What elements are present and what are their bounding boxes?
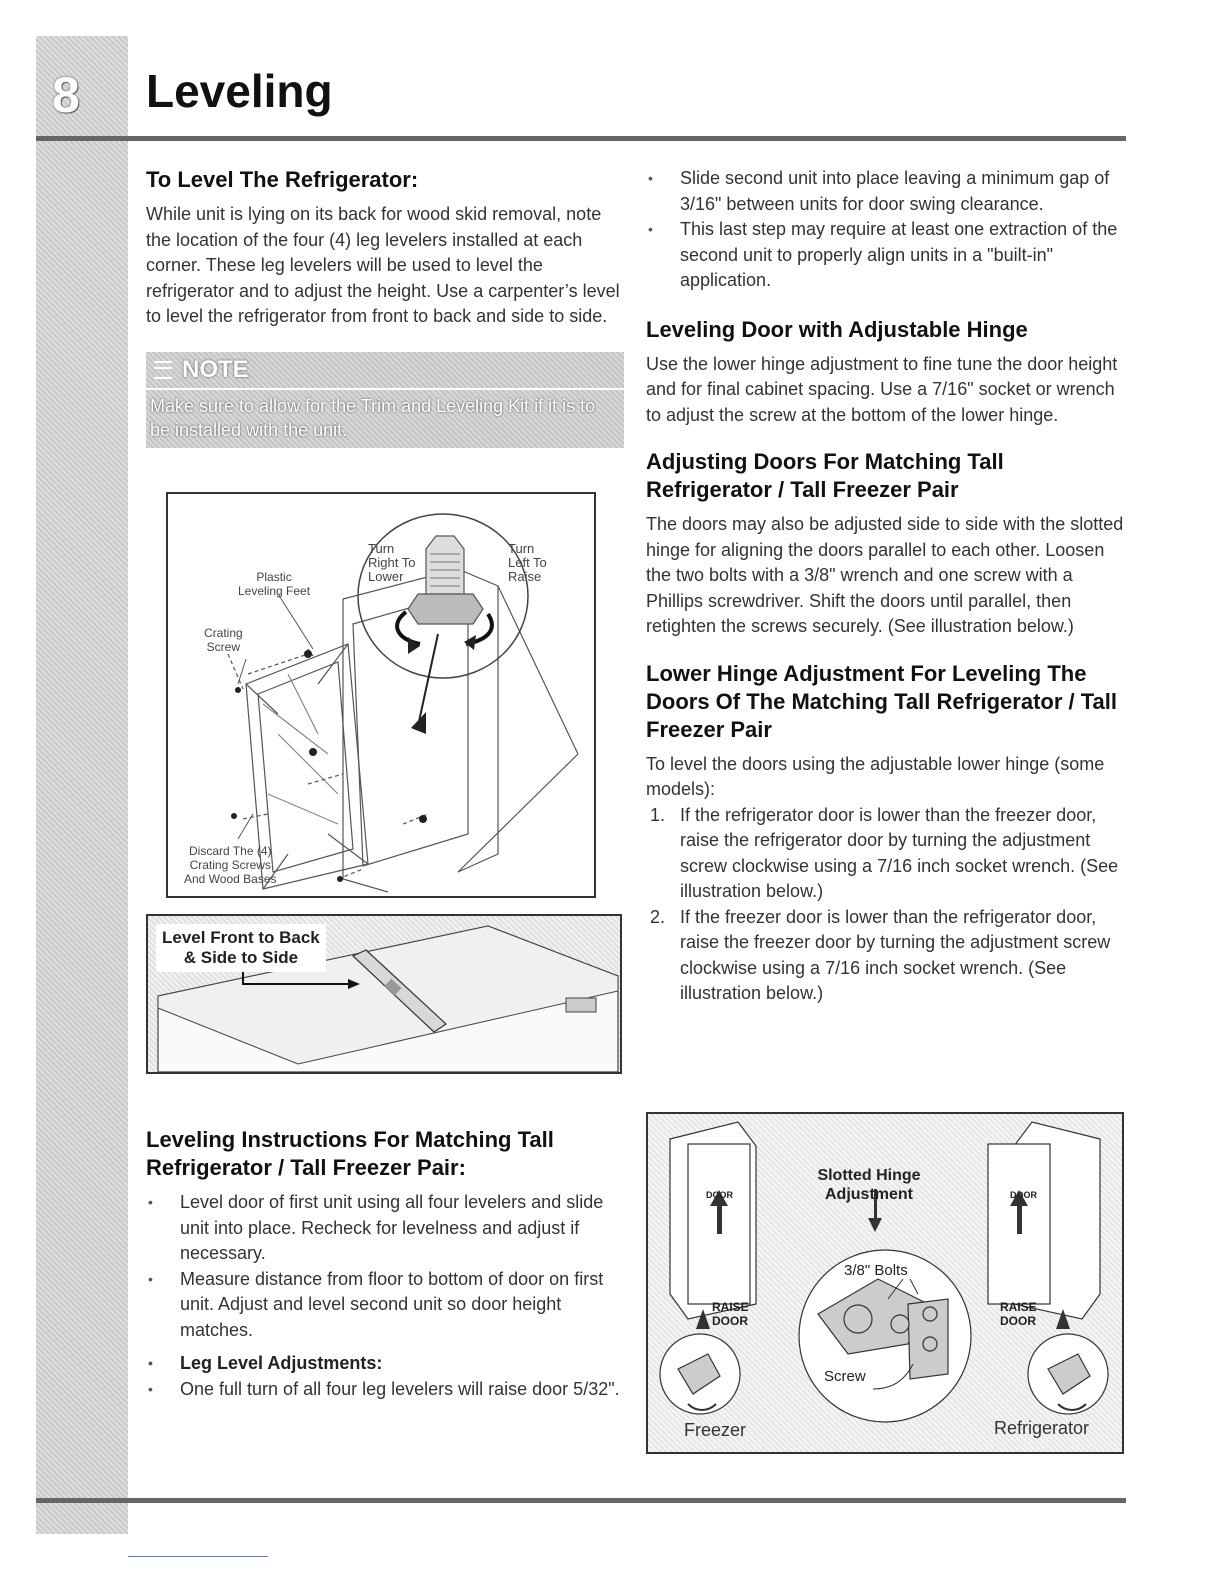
label-crating-screw: Crating Screw	[204, 626, 243, 654]
refrigerator-label: Refrigerator	[994, 1418, 1090, 1438]
left-column	[146, 166, 626, 448]
section-body-adjustable-hinge: Use the lower hinge adjustment to fine tune the door height and for final cabinet spacing. Use a 7/16" socket or wrench to adjust the screw at the bottom of the lower hinge.	[646, 353, 1118, 425]
slotted-hinge-line2: Adjustment	[825, 1186, 913, 1203]
level-label-line1: Level Front to Back	[162, 928, 320, 947]
section-heading-adjustable-hinge: Leveling Door with Adjustable Hinge	[646, 316, 1028, 342]
leg-level-bullets	[146, 1351, 626, 1402]
hinge-adjustment-illustration	[648, 1114, 1122, 1452]
step-number: 1.	[650, 804, 666, 825]
note-label: NOTE	[182, 355, 249, 383]
raise-line2: DOOR	[712, 1314, 748, 1328]
section-intro-lower-hinge: To level the doors using the adjustable lower hinge (some models):	[646, 753, 1105, 799]
raise-door-right	[1000, 1300, 1037, 1328]
list-item: • Measure distance from floor to bottom of door on first unit. Adjust and level second unit so door height matches.	[146, 1267, 626, 1344]
door-label-right: DOOR	[1010, 1190, 1037, 1200]
figure-leg-levelers	[166, 492, 596, 898]
label-turn-right: Turn Right To Lower	[368, 541, 416, 584]
sidebar-band	[36, 36, 128, 1534]
section-heading-adjusting-doors: Adjusting Doors For Matching Tall Refrigerator / Tall Freezer Pair	[646, 449, 1004, 502]
page-title: Leveling	[146, 65, 333, 117]
list-item	[646, 803, 1124, 905]
freezer-label: Freezer	[684, 1420, 747, 1440]
note-box	[146, 352, 624, 448]
leg-level-heading: • Leg Level Adjustments:	[146, 1351, 626, 1377]
section-body-adjusting-doors: The doors may also be adjusted side to side with the slotted hinge for aligning the doors parallel to each other. Loosen the two bolts with a 3/8" wrench and one screw with a Phillips screwdriver. Shift the doors until parallel, then retighten the screws securely. (See illustration below.)	[646, 514, 1124, 636]
section-heading-lower-hinge: Lower Hinge Adjustment For Leveling The Doors Of The Matching Tall Refrigerator / Tall Freezer Pair	[646, 660, 1118, 742]
level-label-box	[156, 924, 326, 972]
note-icon	[154, 361, 172, 379]
footer-link-rule	[128, 1556, 268, 1557]
raise-door-left	[712, 1300, 749, 1328]
figure-slotted-hinge	[646, 1112, 1124, 1454]
list-item: • This last step may require at least one extraction of the second unit to properly align units in a "built-in" application.	[646, 217, 1124, 294]
level-label-line2: & Side to Side	[183, 948, 299, 967]
screw-label: Screw	[824, 1368, 866, 1385]
slotted-hinge-line1: Slotted Hinge	[817, 1167, 921, 1184]
step-number: 2.	[650, 906, 666, 927]
label-turn-left: Turn Left To Raise	[508, 541, 547, 584]
raise-line1: RAISE	[1000, 1300, 1037, 1314]
step-text: If the refrigerator door is lower than the freezer door, raise the refrigerator door by turning the adjustment screw clockwise using a 7/16 inch socket wrench. (See illustration below.)	[680, 804, 1119, 901]
section-heading-level-refrigerator: To Level The Refrigerator:	[146, 167, 419, 192]
right-column	[646, 166, 1124, 1007]
bottom-rule	[36, 1498, 1126, 1503]
step-text: If the freezer door is lower than the refrigerator door, raise the freezer door by turning the adjustment screw clockwise using a 7/16 inch socket wrench. (See illustration below.)	[680, 906, 1111, 1003]
raise-line2: DOOR	[1000, 1314, 1036, 1328]
door-label-left: DOOR	[706, 1190, 733, 1200]
section-heading-leveling-instructions: Leveling Instructions For Matching Tall Refrigerator / Tall Freezer Pair:	[146, 1127, 554, 1180]
slide-unit-bullets	[646, 166, 1124, 294]
list-item: • Level door of first unit using all four levelers and slide unit into place. Recheck for levelness and adjust if necessary.	[146, 1190, 626, 1267]
label-plastic-feet: Plastic Leveling Feet	[238, 570, 311, 598]
figure-level-front-back	[146, 914, 622, 1074]
note-text: Make sure to allow for the Trim and Leveling Kit if it is to be installed with the unit.	[150, 395, 596, 440]
top-rule	[36, 136, 1126, 141]
label-discard: Discard The (4) Crating Screws And Wood Bases	[184, 844, 277, 886]
bolts-label: 3/8" Bolts	[844, 1262, 908, 1279]
leveling-instructions-section	[146, 1126, 626, 1402]
slotted-hinge-label	[804, 1166, 934, 1204]
section-body-level-refrigerator: While unit is lying on its back for wood skid removal, note the location of the four (4) leg levelers installed at each corner. These leg levelers will be used to level the refrigerator and to adjust the height. Use a carpenter’s level to level the refrigerator from front to back and side to side.	[146, 204, 620, 326]
instruction-bullets	[146, 1190, 626, 1343]
raise-line1: RAISE	[712, 1300, 749, 1314]
chapter-number: 8	[52, 67, 80, 123]
list-item: • Slide second unit into place leaving a minimum gap of 3/16" between units for door swing clearance.	[646, 166, 1124, 217]
list-item: • One full turn of all four leg levelers will raise door 5/32".	[146, 1377, 626, 1403]
list-item	[646, 905, 1124, 1007]
lower-hinge-steps	[646, 803, 1124, 1007]
